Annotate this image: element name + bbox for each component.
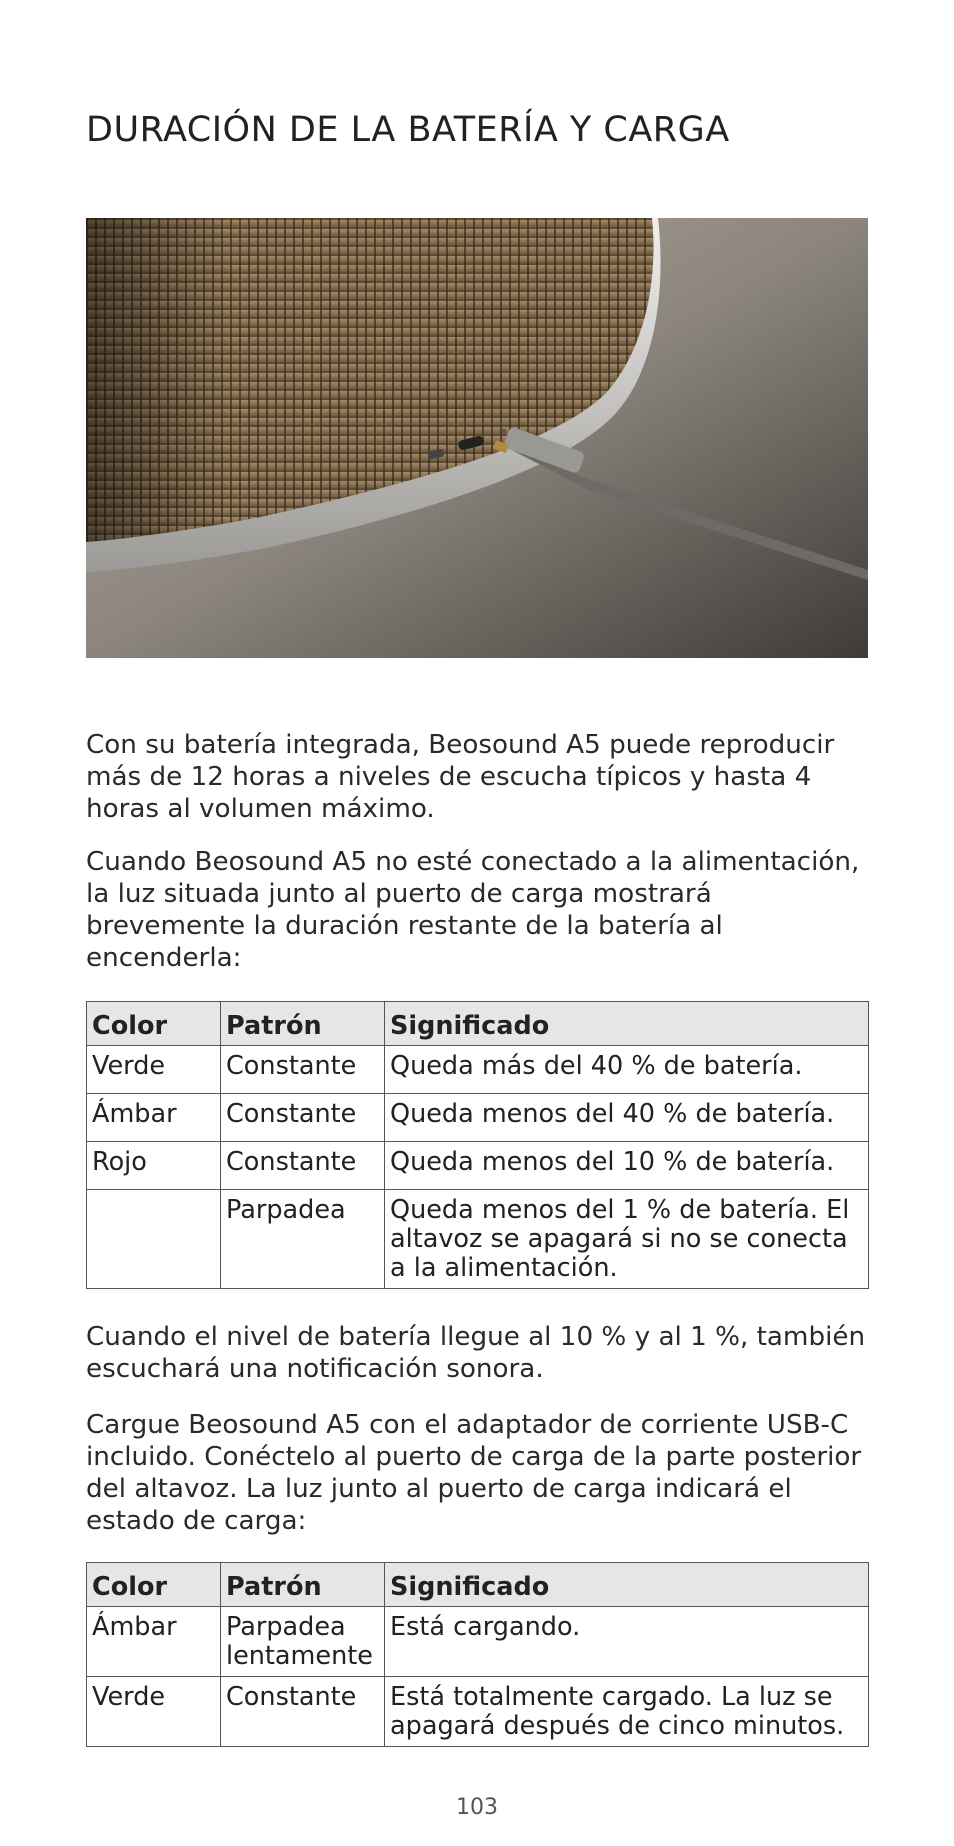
table-header-row — [87, 1002, 869, 1046]
column-header-pattern: Patrón — [221, 1563, 385, 1607]
speaker-charging-illustration — [86, 218, 868, 658]
sound-notification-paragraph: Cuando el nivel de batería llegue al 10 % y al 1 %, también escuchará una notificación sonora. — [86, 1322, 866, 1384]
intro-paragraph: Con su batería integrada, Beosound A5 puede reproducir más de 12 horas a niveles de escucha típicos y hasta 4 horas al volumen máximo. — [86, 730, 835, 824]
table-row — [87, 1094, 869, 1142]
column-header-meaning: Significado — [385, 1002, 869, 1046]
table-cell: Parpadea lentamente — [221, 1607, 385, 1677]
table-row — [87, 1142, 869, 1190]
table-row — [87, 1046, 869, 1094]
table-header-row — [87, 1563, 869, 1607]
table-cell: Constante — [221, 1677, 385, 1747]
column-header-pattern: Patrón — [221, 1002, 385, 1046]
table-cell: Constante — [221, 1046, 385, 1094]
charging-status-table — [86, 1562, 869, 1747]
table-row — [87, 1607, 869, 1677]
table-cell: Queda menos del 40 % de batería. — [385, 1094, 869, 1142]
table-cell: Verde — [87, 1677, 221, 1747]
product-photo — [86, 218, 868, 658]
table-cell: Está totalmente cargado. La luz se apagará después de cinco minutos. — [385, 1677, 869, 1747]
table-row — [87, 1190, 869, 1289]
table-cell: Rojo — [87, 1142, 221, 1190]
table-cell: Queda más del 40 % de batería. — [385, 1046, 869, 1094]
table-cell: Parpadea — [221, 1190, 385, 1289]
column-header-color: Color — [87, 1563, 221, 1607]
column-header-color: Color — [87, 1002, 221, 1046]
table-cell: Queda menos del 1 % de batería. El altavoz se apagará si no se conecta a la alimentación. — [385, 1190, 869, 1289]
table-cell: Constante — [221, 1094, 385, 1142]
table-cell — [87, 1190, 221, 1289]
column-header-meaning: Significado — [385, 1563, 869, 1607]
charging-paragraph: Cargue Beosound A5 con el adaptador de corriente USB-C incluido. Conéctelo al puerto de carga de la parte posterior del altavoz. La luz junto al puerto de carga indicará el estado de carga: — [86, 1410, 862, 1536]
table-cell: Ámbar — [87, 1094, 221, 1142]
table-cell: Ámbar — [87, 1607, 221, 1677]
table-row — [87, 1677, 869, 1747]
table-cell: Está cargando. — [385, 1607, 869, 1677]
table-cell: Constante — [221, 1142, 385, 1190]
light-status-paragraph: Cuando Beosound A5 no esté conectado a la alimentación, la luz situada junto al puerto de carga mostrará brevemente la duración restante de la batería al encenderla: — [86, 847, 860, 973]
table-cell: Queda menos del 10 % de batería. — [385, 1142, 869, 1190]
page-number: 103 — [456, 1795, 498, 1820]
page-title: DURACIÓN DE LA BATERÍA Y CARGA — [86, 110, 730, 150]
battery-status-table — [86, 1001, 869, 1289]
table-cell: Verde — [87, 1046, 221, 1094]
